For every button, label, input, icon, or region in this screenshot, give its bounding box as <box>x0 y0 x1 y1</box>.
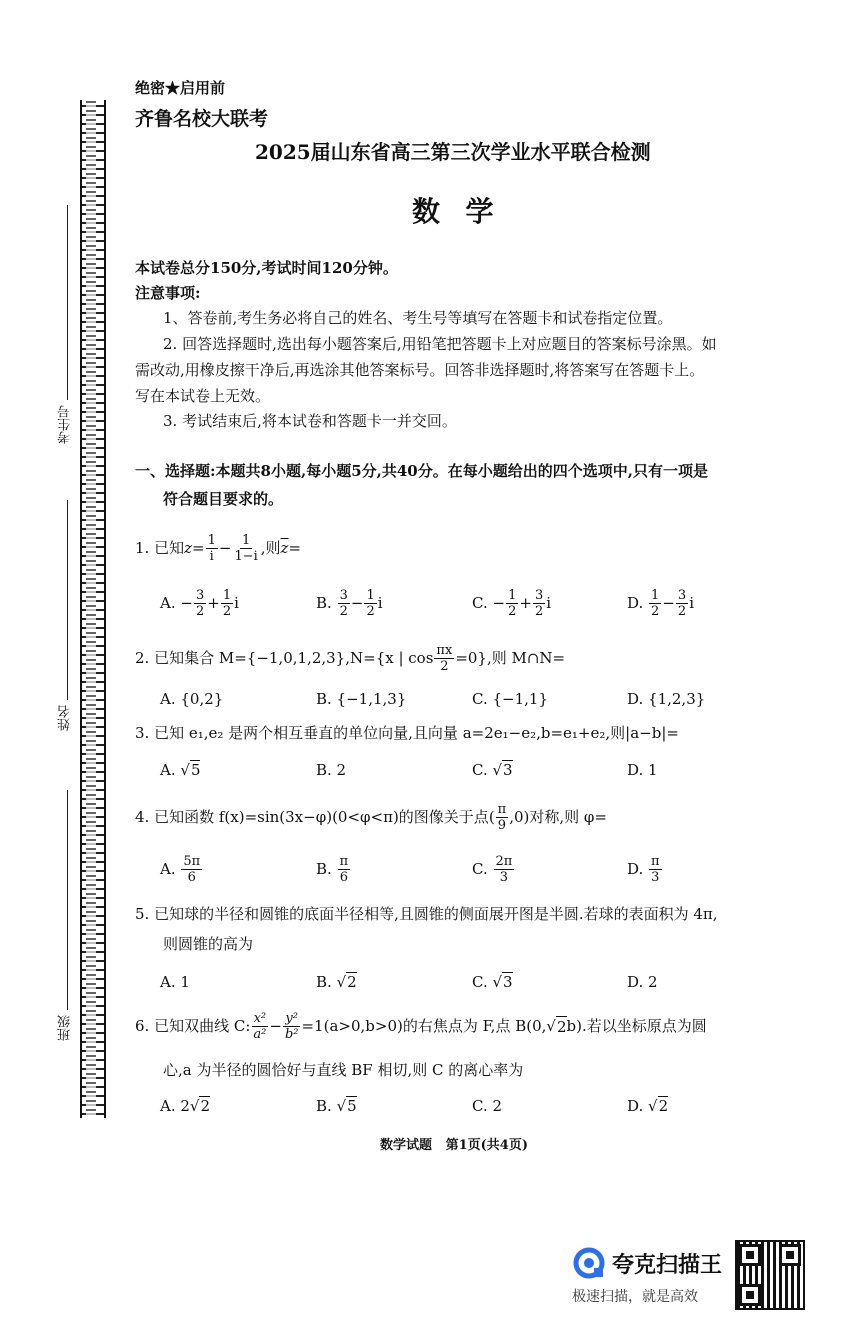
page-footer: 数学试题 第1页(共4页) <box>380 1138 528 1153</box>
watermark-brand: 夸克扫描王 <box>612 1253 723 1278</box>
score-time: 本试卷总分150分,考试时间120分钟。 <box>135 259 398 277</box>
q6-option-b: B. √5 <box>316 1097 357 1115</box>
q6-option-d: D. √2 <box>627 1097 669 1115</box>
q1-option-c: C. − $\frac{1}{2}$ + $\frac{3}{2}$ i <box>472 587 552 619</box>
q1-option-b: B. $\frac{3}{2}$ − $\frac{1}{2}$ i <box>316 587 383 619</box>
qr-code <box>735 1240 805 1310</box>
q3-option-b: B. 2 <box>316 761 347 779</box>
q6-option-a: A. 2√2 <box>160 1097 211 1115</box>
q2-option-a: A. {0,2} <box>160 690 224 708</box>
q4-option-b: B. $\frac{\pi}{6}$ <box>316 853 349 885</box>
q2-option-c: C. {−1,1} <box>472 690 548 708</box>
q5-option-d: D. 2 <box>627 973 658 991</box>
question-5-line-1: 5. 已知球的半径和圆锥的底面半径相等,且圆锥的侧面展开图是半圆.若球的表面积为 4π, <box>135 905 718 923</box>
org-name: 齐鲁名校大联考 <box>135 108 269 130</box>
notes-title: 注意事项: <box>135 284 201 302</box>
q4-option-c: C. $\frac{2\pi}{3}$ <box>472 853 513 885</box>
exam-no-line <box>67 205 68 400</box>
section-1-heading-2: 符合题目要求的。 <box>163 490 284 508</box>
q3-option-a: A. √5 <box>160 761 201 779</box>
q6-option-c: C. 2 <box>472 1097 503 1115</box>
q4-option-a: A. $\frac{5\pi}{6}$ <box>160 853 201 885</box>
quark-logo-icon <box>572 1246 606 1280</box>
q3-option-d: D. 1 <box>627 761 658 779</box>
question-5-line-2: 则圆锥的高为 <box>163 935 254 953</box>
confidential-mark: 绝密★启用前 <box>135 79 226 97</box>
note-1: 1、答卷前,考生务必将自己的姓名、考生号等填写在答题卡和试卷指定位置。 <box>163 309 673 327</box>
watermark-slogan: 极速扫描，就是高效 <box>572 1289 698 1305</box>
question-3: 3. 已知 e₁,e₂ 是两个相互垂直的单位向量,且向量 a=2e₁−e₂,b=e₁+e₂,则|a−b|= <box>135 724 679 742</box>
section-1-heading: 一、选择题:本题共8小题,每小题5分,共40分。在每小题给出的四个选项中,只有一项是 <box>135 462 708 480</box>
q4-option-d: D. $\frac{\pi}{3}$ <box>627 853 660 885</box>
question-6-line-1: 6. 已知双曲线 C: $\frac{\text{x²}}{\text{a²}}$ − $\frac{\text{y²}}{\text{b²}}$ =1(a>0,b>0)的右焦点为 F,点 B(0, √ 2 b).若以坐标原点为圆 <box>135 1010 707 1042</box>
qr-finder-bl <box>739 1284 761 1306</box>
question-2: 2. 已知集合 M={−1,0,1,2,3},N= {x | cos $\frac{\pi x}{2}$ =0} ,则 M∩N= <box>135 642 566 674</box>
q5-option-a: A. 1 <box>160 973 190 991</box>
name-line <box>67 500 68 700</box>
exam-title: 2025届山东省高三第三次学业水平联合检测 <box>255 140 651 164</box>
q2-option-b: B. {−1,1,3} <box>316 690 407 708</box>
qr-finder-tl <box>739 1244 761 1266</box>
q1-option-d: D. $\frac{1}{2}$ − $\frac{3}{2}$ i <box>627 587 694 619</box>
exam-no-label: 考生号 <box>58 405 73 444</box>
note-2-line-1: 2. 回答选择题时,选出每小题答案后,用铅笔把答题卡上对应题目的答案标号涂黑。如 <box>163 335 717 353</box>
question-6-line-2: 心,a 为半径的圆恰好与直线 BF 相切,则 C 的离心率为 <box>163 1061 524 1079</box>
q1-option-a: A. − $\frac{3}{2}$ + $\frac{1}{2}$ i <box>160 587 239 619</box>
q2-option-d: D. {1,2,3} <box>627 690 706 708</box>
note-2-line-3: 写在本试卷上无效。 <box>135 387 271 405</box>
subject-title: 数 学 <box>412 195 496 228</box>
margin-border-pattern <box>86 100 96 1118</box>
q5-option-c: C. √3 <box>472 973 513 991</box>
note-2-line-2: 需改动,用橡皮擦干净后,再选涂其他答案标号。回答非选择题时,将答案写在答题卡上。 <box>135 361 705 379</box>
class-label: 班级 <box>58 1015 73 1041</box>
question-1: 1. 已知 z = $\frac{1}{i}$ − $\frac{1}{1-i}$ ,则 $\overline{z}$ = <box>135 532 302 564</box>
name-label: 姓名 <box>58 705 73 731</box>
q5-option-b: B. √2 <box>316 973 357 991</box>
q3-option-c: C. √3 <box>472 761 513 779</box>
note-3: 3. 考试结束后,将本试卷和答题卡一并交回。 <box>163 412 457 430</box>
question-4: 4. 已知函数 f(x)=sin(3x−φ)(0<φ<π)的图像关于点 ( $\frac{\pi}{9}$ ,0) 对称,则 φ= <box>135 801 607 833</box>
qr-finder-tr <box>779 1244 801 1266</box>
class-line <box>67 790 68 1010</box>
